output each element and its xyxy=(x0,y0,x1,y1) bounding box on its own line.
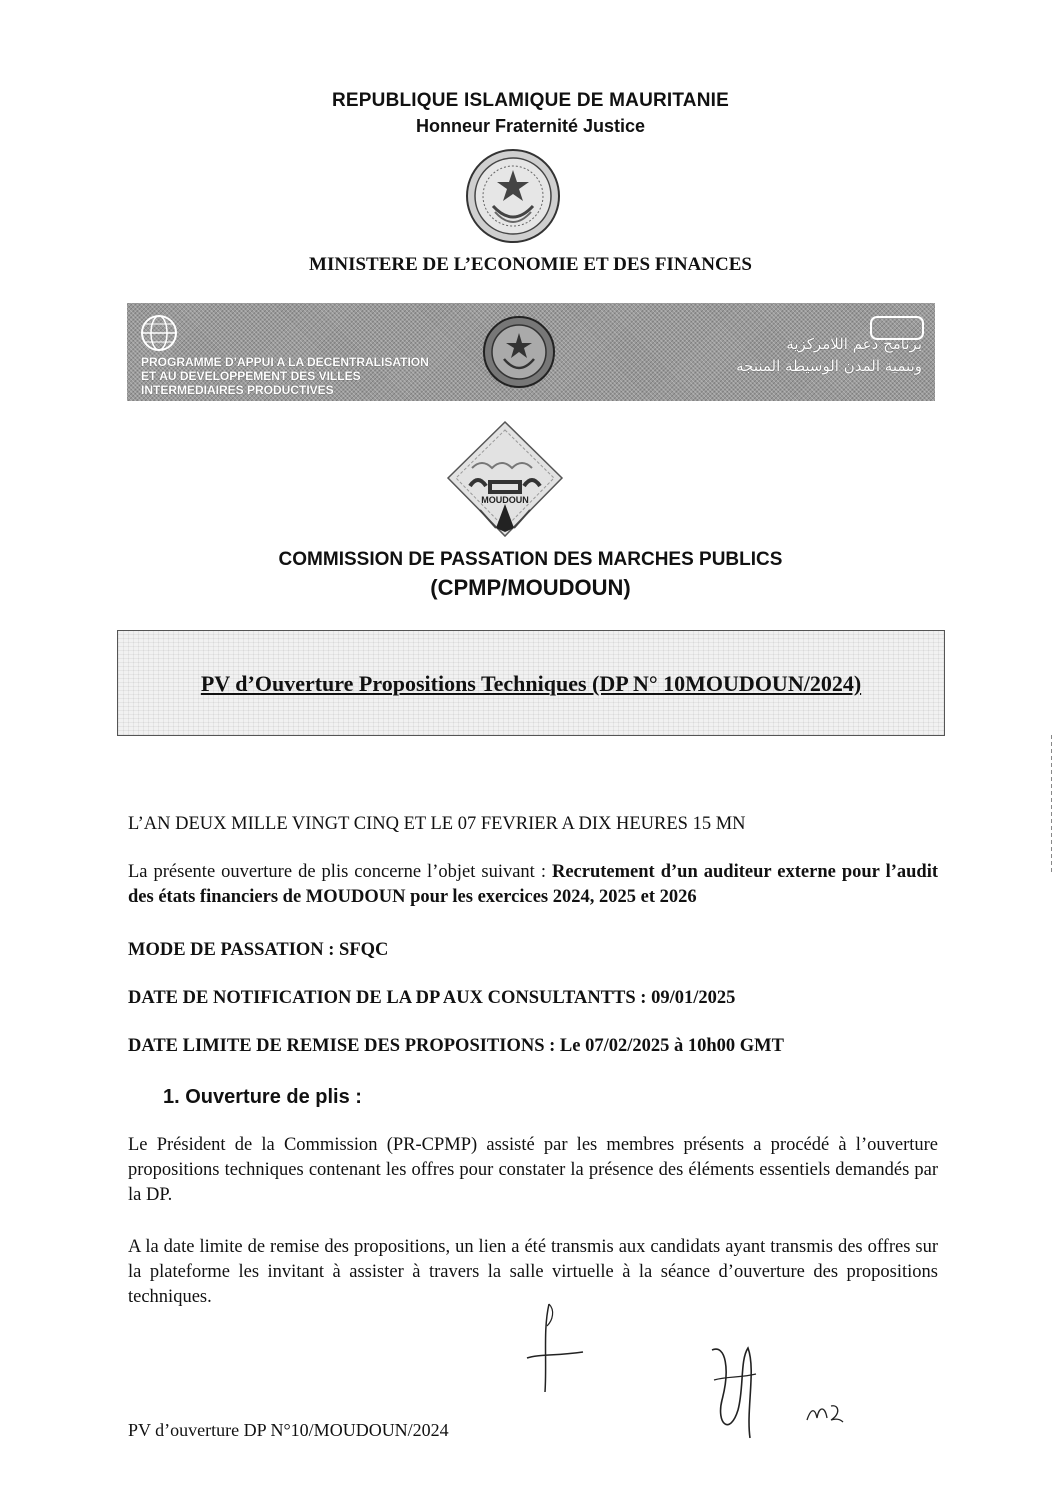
globe-icon xyxy=(139,313,179,353)
commission-acronym: (CPMP/MOUDOUN) xyxy=(430,575,631,600)
banner-logo-icon xyxy=(869,313,925,343)
program-banner xyxy=(127,303,935,401)
ministry-name: MINISTERE DE L’ECONOMIE ET DES FINANCES xyxy=(309,254,752,275)
moudoun-logo-text: MOUDOUN xyxy=(481,495,529,505)
submission-deadline: DATE LIMITE DE REMISE DES PROPOSITIONS : Le 07/02/2025 à 10h00 GMT xyxy=(128,1036,784,1056)
national-seal-icon xyxy=(465,148,561,244)
object-description: Recrutement d’un auditeur externe pour l’audit des états financiers de MOUDOUN pour les exercices 2024, 2025 et 2026 xyxy=(128,862,938,907)
banner-french-text: PROGRAMME D’APPUI A LA DECENTRALISATION ET AU DEVELOPPEMENT DES VILLES INTERMEDIAIRES PRODUCTIVES xyxy=(141,355,429,397)
national-motto: Honneur Fraternité Justice xyxy=(415,116,646,136)
signature-2 xyxy=(700,1340,780,1440)
opening-paragraph-2: A la date limite de remise des propositions, un lien a été transmis aux candidats ayant transmis des offres sur la plateforme les invitant à assister à travers la salle virtuelle à la séance d’ouverture des propositions techniques. xyxy=(128,1237,938,1307)
banner-arabic-text: برنامج دعم اللامركزية وتنمية المدن الوسيطة المنتجة xyxy=(736,335,922,375)
object-paragraph xyxy=(128,860,938,910)
opening-paragraph-1: Le Président de la Commission (PR-CPMP) assisté par les membres présents a procédé à l’ouverture propositions techniques contenant les offres pour constater la présence des éléments essentiels demandés par la DP. xyxy=(128,1135,938,1205)
scan-edge-mark xyxy=(1050,735,1053,875)
banner-logo xyxy=(869,313,925,343)
moudoun-logo-icon xyxy=(440,420,570,540)
banner-seal-icon xyxy=(482,315,556,389)
date-line: L’AN DEUX MILLE VINGT CINQ ET LE 07 FEVRIER A DIX HEURES 15 MN xyxy=(128,814,746,834)
signature-1 xyxy=(525,1300,585,1395)
footer-reference: PV d’ouverture DP N°10/MOUDOUN/2024 xyxy=(128,1420,449,1440)
commission-name: COMMISSION DE PASSATION DES MARCHES PUBLICS xyxy=(278,549,783,570)
award-mode: MODE DE PASSATION : SFQC xyxy=(128,940,389,960)
pv-title: PV d’Ouverture Propositions Techniques (DP N° 10MOUDOUN/2024) xyxy=(200,671,862,696)
object-intro: La présente ouverture de plis concerne l’objet suivant : xyxy=(128,862,552,882)
section-heading-opening: 1. Ouverture de plis : xyxy=(163,1086,362,1108)
notification-date: DATE DE NOTIFICATION DE LA DP AUX CONSULTANTTS : 09/01/2025 xyxy=(128,988,736,1008)
pv-title-box xyxy=(117,630,945,736)
initials-mark xyxy=(805,1400,845,1424)
country-name: REPUBLIQUE ISLAMIQUE DE MAURITANIE xyxy=(331,90,729,111)
